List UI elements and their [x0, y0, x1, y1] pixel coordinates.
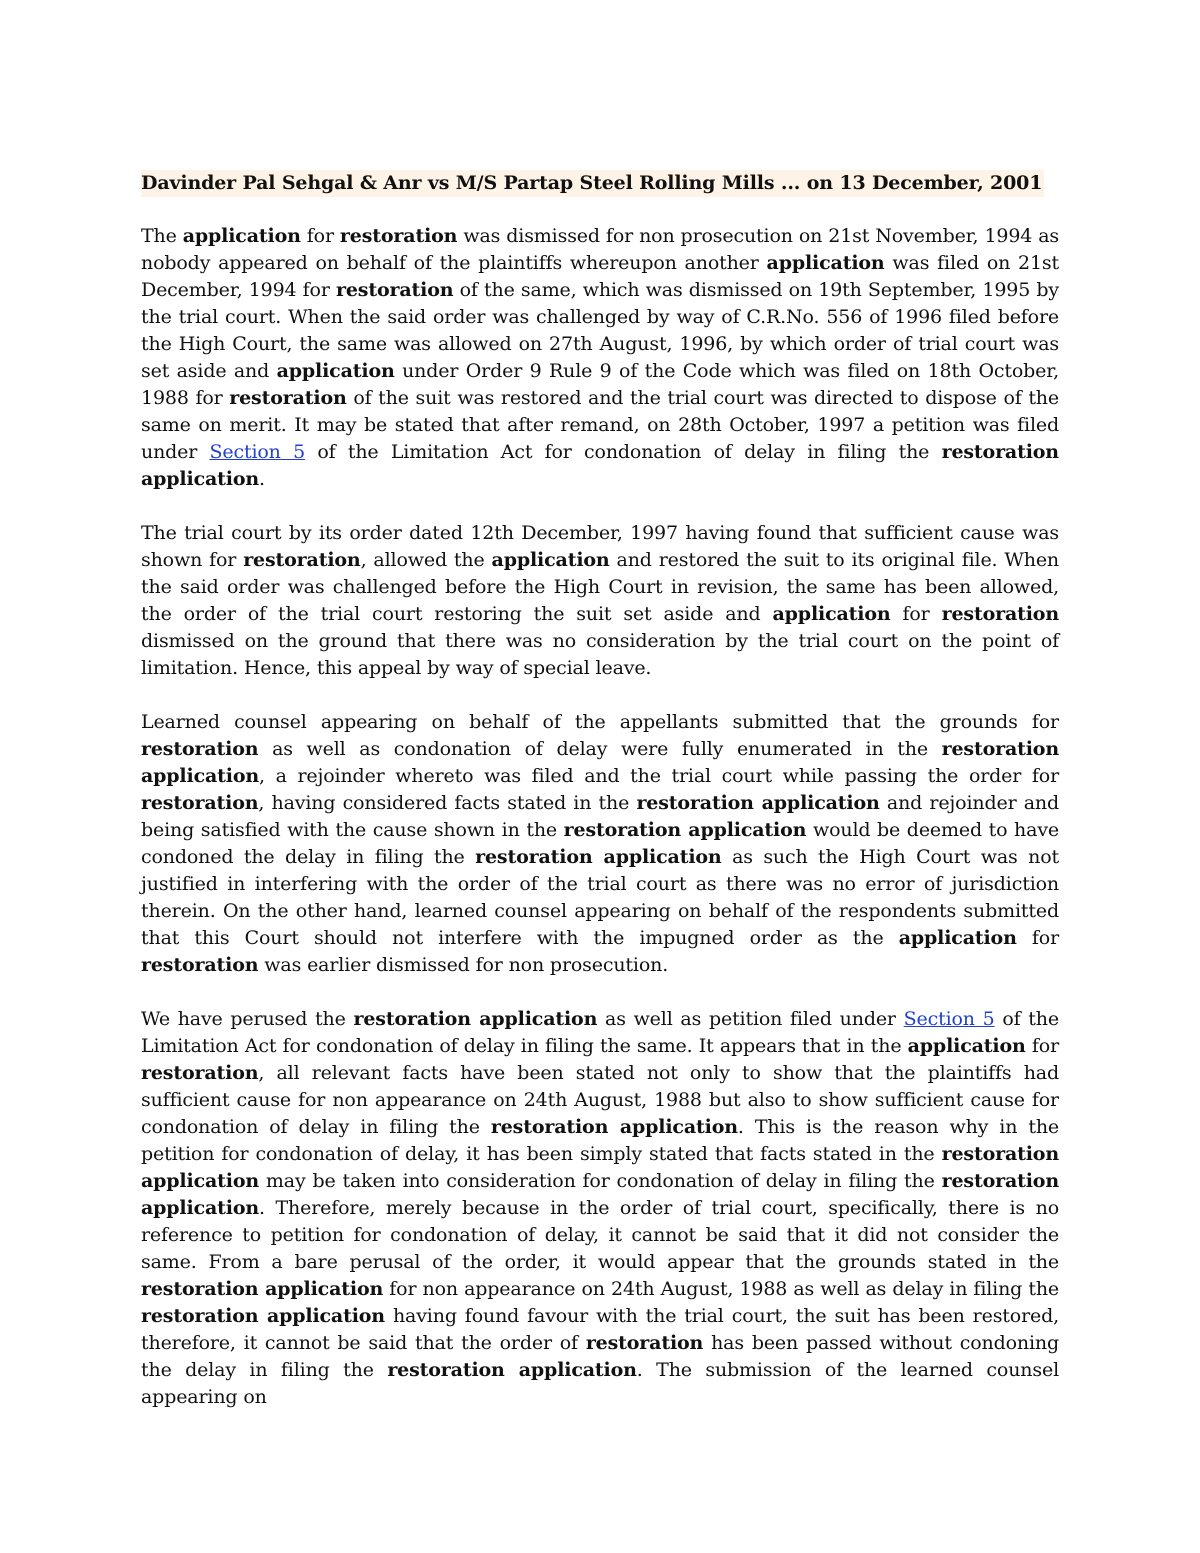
text-run: , allowed the	[360, 549, 492, 571]
bold-term: restoration application	[490, 1116, 738, 1138]
document-page	[141, 170, 1059, 1438]
bold-term: restoration application	[141, 738, 1059, 787]
bold-term: restoration	[141, 1062, 259, 1084]
text-run: was filed on 21st December, 1994 for	[141, 252, 1059, 301]
bold-term: restoration	[141, 738, 259, 760]
bold-term: restoration	[229, 387, 347, 409]
bold-term: restoration	[141, 792, 259, 814]
paragraph	[141, 709, 1059, 979]
bold-term: restoration application	[563, 819, 807, 841]
bold-term: restoration application	[141, 1305, 385, 1327]
bold-term: restoration	[141, 954, 259, 976]
text-run: .	[259, 468, 265, 490]
text-run: dismissed on the ground that there was no consideration by the trial court on the point of limitation. Hence, this appeal by way of special leave.	[141, 630, 1059, 679]
text-run: . Therefore, merely because in the order of trial court, specifically, there is no reference to petition for condonation of delay, it cannot be said that it did not consider the same. From a bare perusal of the order, it would appear that the grounds stated in the	[141, 1197, 1059, 1273]
text-run: The trial court by its order dated 12th December, 1997 having found that sufficient cause was shown for	[141, 522, 1059, 571]
bold-term: application	[182, 225, 301, 247]
text-run: under Order 9 Rule 9 of the Code which was filed on 18th October, 1988 for	[141, 360, 1060, 409]
bold-term: restoration application	[141, 1278, 384, 1300]
bold-term: restoration	[243, 549, 361, 571]
bold-term: restoration	[339, 225, 458, 247]
bold-term: restoration application	[475, 846, 722, 868]
text-run: of the Limitation Act for condonation of delay in filing the same. It appears that in the	[141, 1008, 1059, 1057]
text-run: , all relevant facts have been stated not only to show that the plaintiffs had sufficient cause for non appearance on 24th August, 1988 but also to show sufficient cause for condonation of delay in filing the	[141, 1062, 1059, 1138]
bold-term: restoration application	[141, 441, 1059, 490]
text-run: for	[1016, 927, 1059, 949]
text-run: as well as condonation of delay were fully enumerated in the	[258, 738, 942, 760]
text-run: of the suit was restored and the trial court was directed to dispose of the same on merit. It may be stated that after remand, on 28th October, 1997 a petition was filed under	[141, 387, 1059, 463]
bold-term: application	[907, 1035, 1026, 1057]
bold-term: restoration application	[141, 1170, 1059, 1219]
text-run: for	[1025, 1035, 1059, 1057]
bold-term: restoration application	[353, 1008, 598, 1030]
bold-term: application	[772, 603, 891, 625]
text-run: for	[890, 603, 942, 625]
text-run: . This is the reason why in the petition for condonation of delay, it has been simply stated that facts stated in the	[141, 1116, 1060, 1165]
text-run: The	[141, 225, 183, 247]
bold-term: application	[766, 252, 885, 274]
bold-term: restoration	[336, 279, 454, 301]
bold-term: application	[276, 360, 395, 382]
bold-term: restoration	[941, 603, 1059, 625]
bold-term: restoration application	[387, 1359, 637, 1381]
text-run: of the same, which was dismissed on 19th September, 1995 by the trial court. When the said order was challenged by way of C.R.No. 556 of 1996 filed before the High Court, the same was allowed on 27th August, 1996, by which order of trial court was set aside and	[141, 279, 1059, 382]
text-run: , having considered facts stated in the	[258, 792, 637, 814]
bold-term: restoration application	[141, 1143, 1059, 1192]
bold-term: restoration	[585, 1332, 704, 1354]
section-link[interactable]: Section 5	[903, 1008, 995, 1030]
text-run: has been passed without condoning the delay in filing the	[141, 1332, 1059, 1381]
text-run: may be taken into consideration for condonation of delay in filing the	[259, 1170, 942, 1192]
text-run: . The submission of the learned counsel appearing on	[141, 1359, 1060, 1408]
paragraph	[141, 223, 1059, 493]
text-run: , a rejoinder whereto was filed and the trial court while passing the order for	[259, 765, 1059, 787]
document-title: Davinder Pal Sehgal & Anr vs M/S Partap Steel Rolling Mills ... on 13 December, 2001	[141, 170, 1044, 197]
bold-term: restoration application	[636, 792, 880, 814]
text-run: Learned counsel appearing on behalf of the appellants submitted that the grounds for	[141, 711, 1059, 733]
paragraph	[141, 1006, 1059, 1411]
paragraph	[141, 520, 1059, 682]
text-run: would be deemed to have condoned the delay in filing the	[141, 819, 1060, 868]
text-run: of the Limitation Act for condonation of delay in filing the	[305, 441, 942, 463]
text-run: was dismissed for non prosecution on 21st November, 1994 as nobody appeared on behalf of the plaintiffs whereupon another	[141, 225, 1059, 274]
text-run: for non appearance on 24th August, 1988 as well as delay in filing the	[383, 1278, 1059, 1300]
text-run: as such the High Court was not justified in interfering with the order of the trial court as there was no error of jurisdiction therein. On the other hand, learned counsel appearing on behalf of the respondents submitted that this Court should not interfere with the impugned order as the	[141, 846, 1059, 949]
text-run: was earlier dismissed for non prosecution.	[258, 954, 669, 976]
text-run: and rejoinder and being satisfied with the cause shown in the	[141, 792, 1060, 841]
bold-term: application	[491, 549, 610, 571]
bold-term: application	[898, 927, 1017, 949]
section-link[interactable]: Section 5	[209, 441, 306, 463]
text-run: We have perused the	[141, 1008, 354, 1030]
text-run: having found favour with the trial court, the suit has been restored, therefore, it cannot be said that the order of	[141, 1305, 1060, 1354]
text-run: and restored the suit to its original file. When the said order was challenged before the High Court in revision, the same has been allowed, the order of the trial court restoring the suit set aside and	[141, 549, 1060, 625]
text-run: for	[300, 225, 340, 247]
text-run: as well as petition filed under	[597, 1008, 904, 1030]
